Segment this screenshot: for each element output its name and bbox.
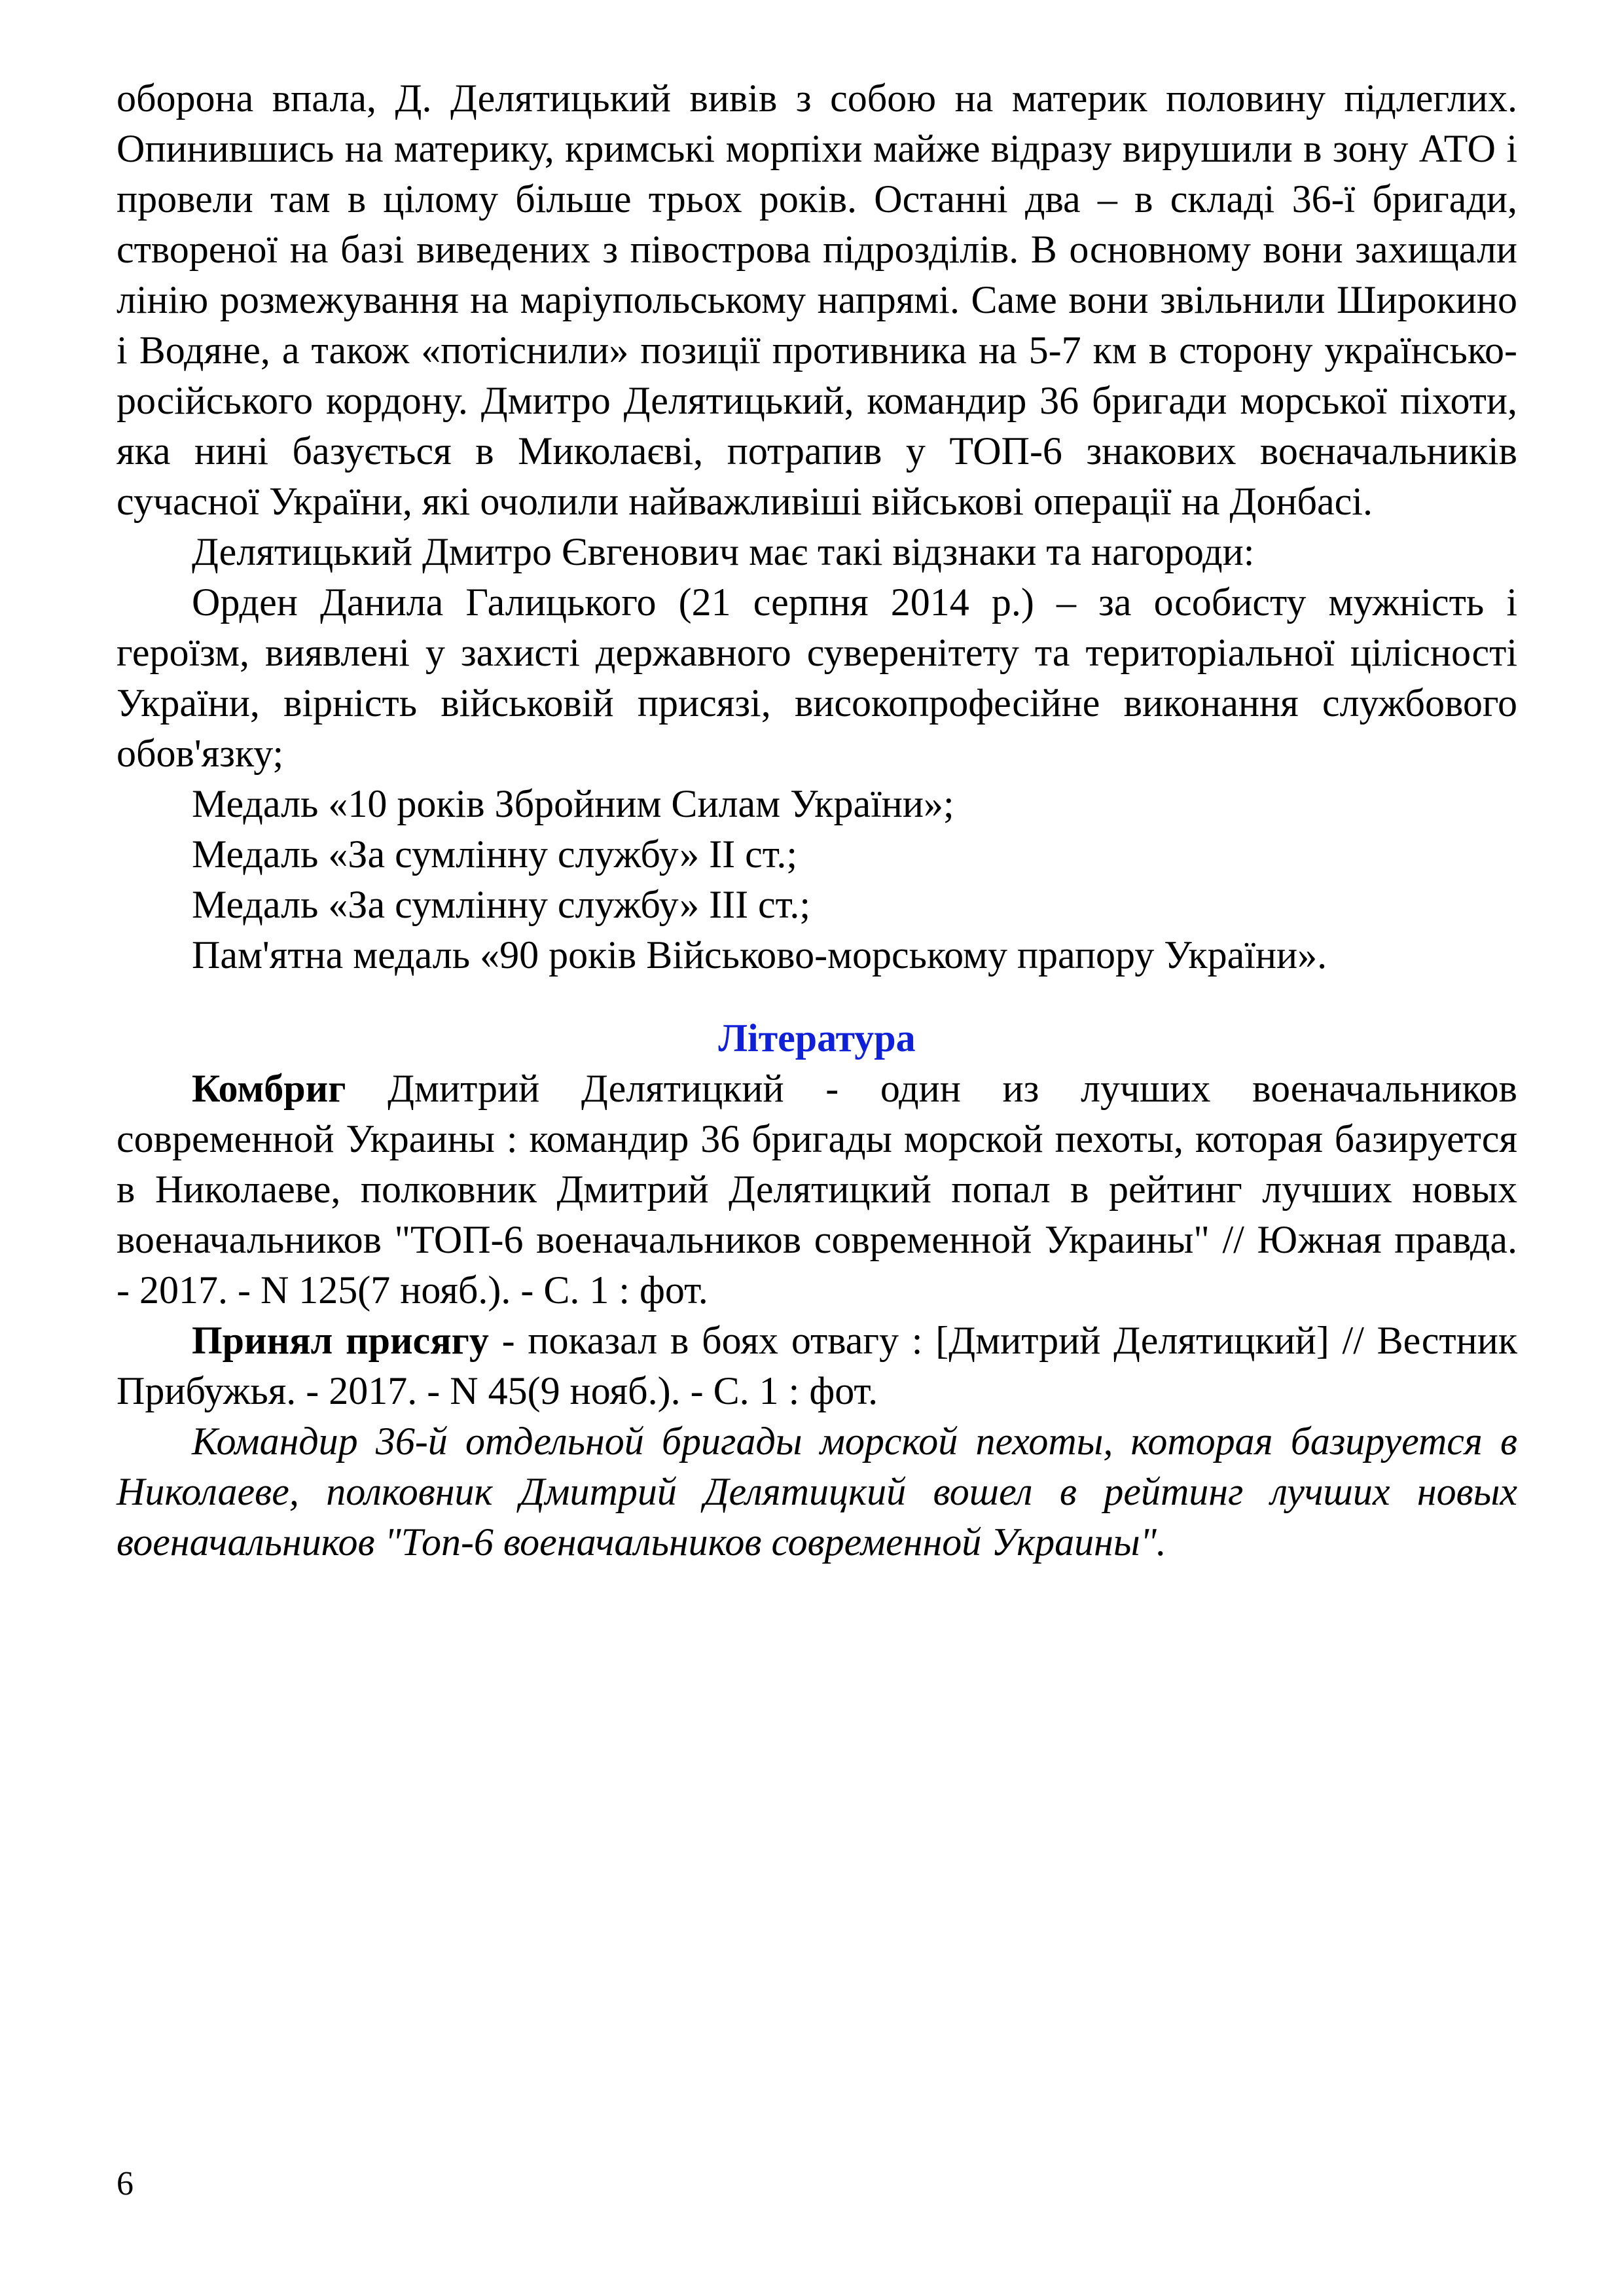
literature-heading: Література: [718, 1016, 916, 1060]
literature-annotation: Командир 36-й отдельной бригады морской пехоты, которая базируется в Николаеве, полковник Дмитрий Делятицкий вошел в рейтинг лучших новых военачальников "Топ-6 военачальников современной Украины".: [117, 1420, 1517, 1564]
award-item: Медаль «За сумлінну службу» II ст.;: [192, 833, 798, 876]
literature-entry: [117, 1316, 1517, 1416]
award-item: Орден Данила Галицького (21 серпня 2014 р.) – за особисту мужність і героїзм, виявлені у захисті державного суверенітету та територіальної цілісності України, вірність військовій присязі, високопрофесійне виконання службового обов'язку;: [117, 581, 1517, 775]
page-number: 6: [117, 2165, 134, 2202]
literature-entry-title: Принял присягу: [192, 1319, 489, 1362]
literature-entry-text: - показал в боях отвагу : [Дмитрий Делятицкий] // Вестник Прибужья. - 2017. - N 45(9 нояб.). - С. 1 : фот.: [117, 1319, 1518, 1412]
page-body: [117, 73, 1517, 1568]
award-item: Медаль «За сумлінну службу» III ст.;: [192, 883, 811, 926]
literature-entry-title: Комбриг: [192, 1067, 346, 1110]
literature-entry-text: Дмитрий Делятицкий - один из лучших военачальников современной Украины : командир 36 бригады морской пехоты, которая базируется в Николаеве, полковник Дмитрий Делятицкий попал в рейтинг лучших новых военачальников "ТОП-6 военачальников современной Украины" // Южная правда. - 2017. - N 125(7 нояб.). - С. 1 : фот.: [117, 1067, 1517, 1312]
awards-intro: Делятицький Дмитро Євгенович має такі відзнаки та нагороди:: [192, 530, 1255, 573]
paragraph-continuation: оборона впала, Д. Делятицький вивів з собою на материк половину підлеглих. Опинившись на материку, кримські морпіхи майже відразу вирушили в зону АТО і провели там в цілому більше трьох років. Останні два – в складі 36-ї бригади, створеної на базі виведених з півострова підрозділів. В основному вони захищали лінію розмежування на маріупольському напрямі. Саме вони звільнили Широкино і Водяне, а також «потіснили» позиції противника на 5-7 км в сторону українсько-російського кордону. Дмитро Делятицький, командир 36 бригади морської піхоти, яка нині базується в Миколаєві, потрапив у ТОП-6 знакових воєначальників сучасної України, які очолили найважливіші військові операції на Донбасі.: [117, 77, 1517, 523]
award-item: Пам'ятна медаль «90 років Військово-морському прапору України».: [192, 933, 1327, 977]
award-item: Медаль «10 років Збройним Силам України»;: [192, 782, 954, 825]
literature-entry: [117, 1064, 1517, 1316]
